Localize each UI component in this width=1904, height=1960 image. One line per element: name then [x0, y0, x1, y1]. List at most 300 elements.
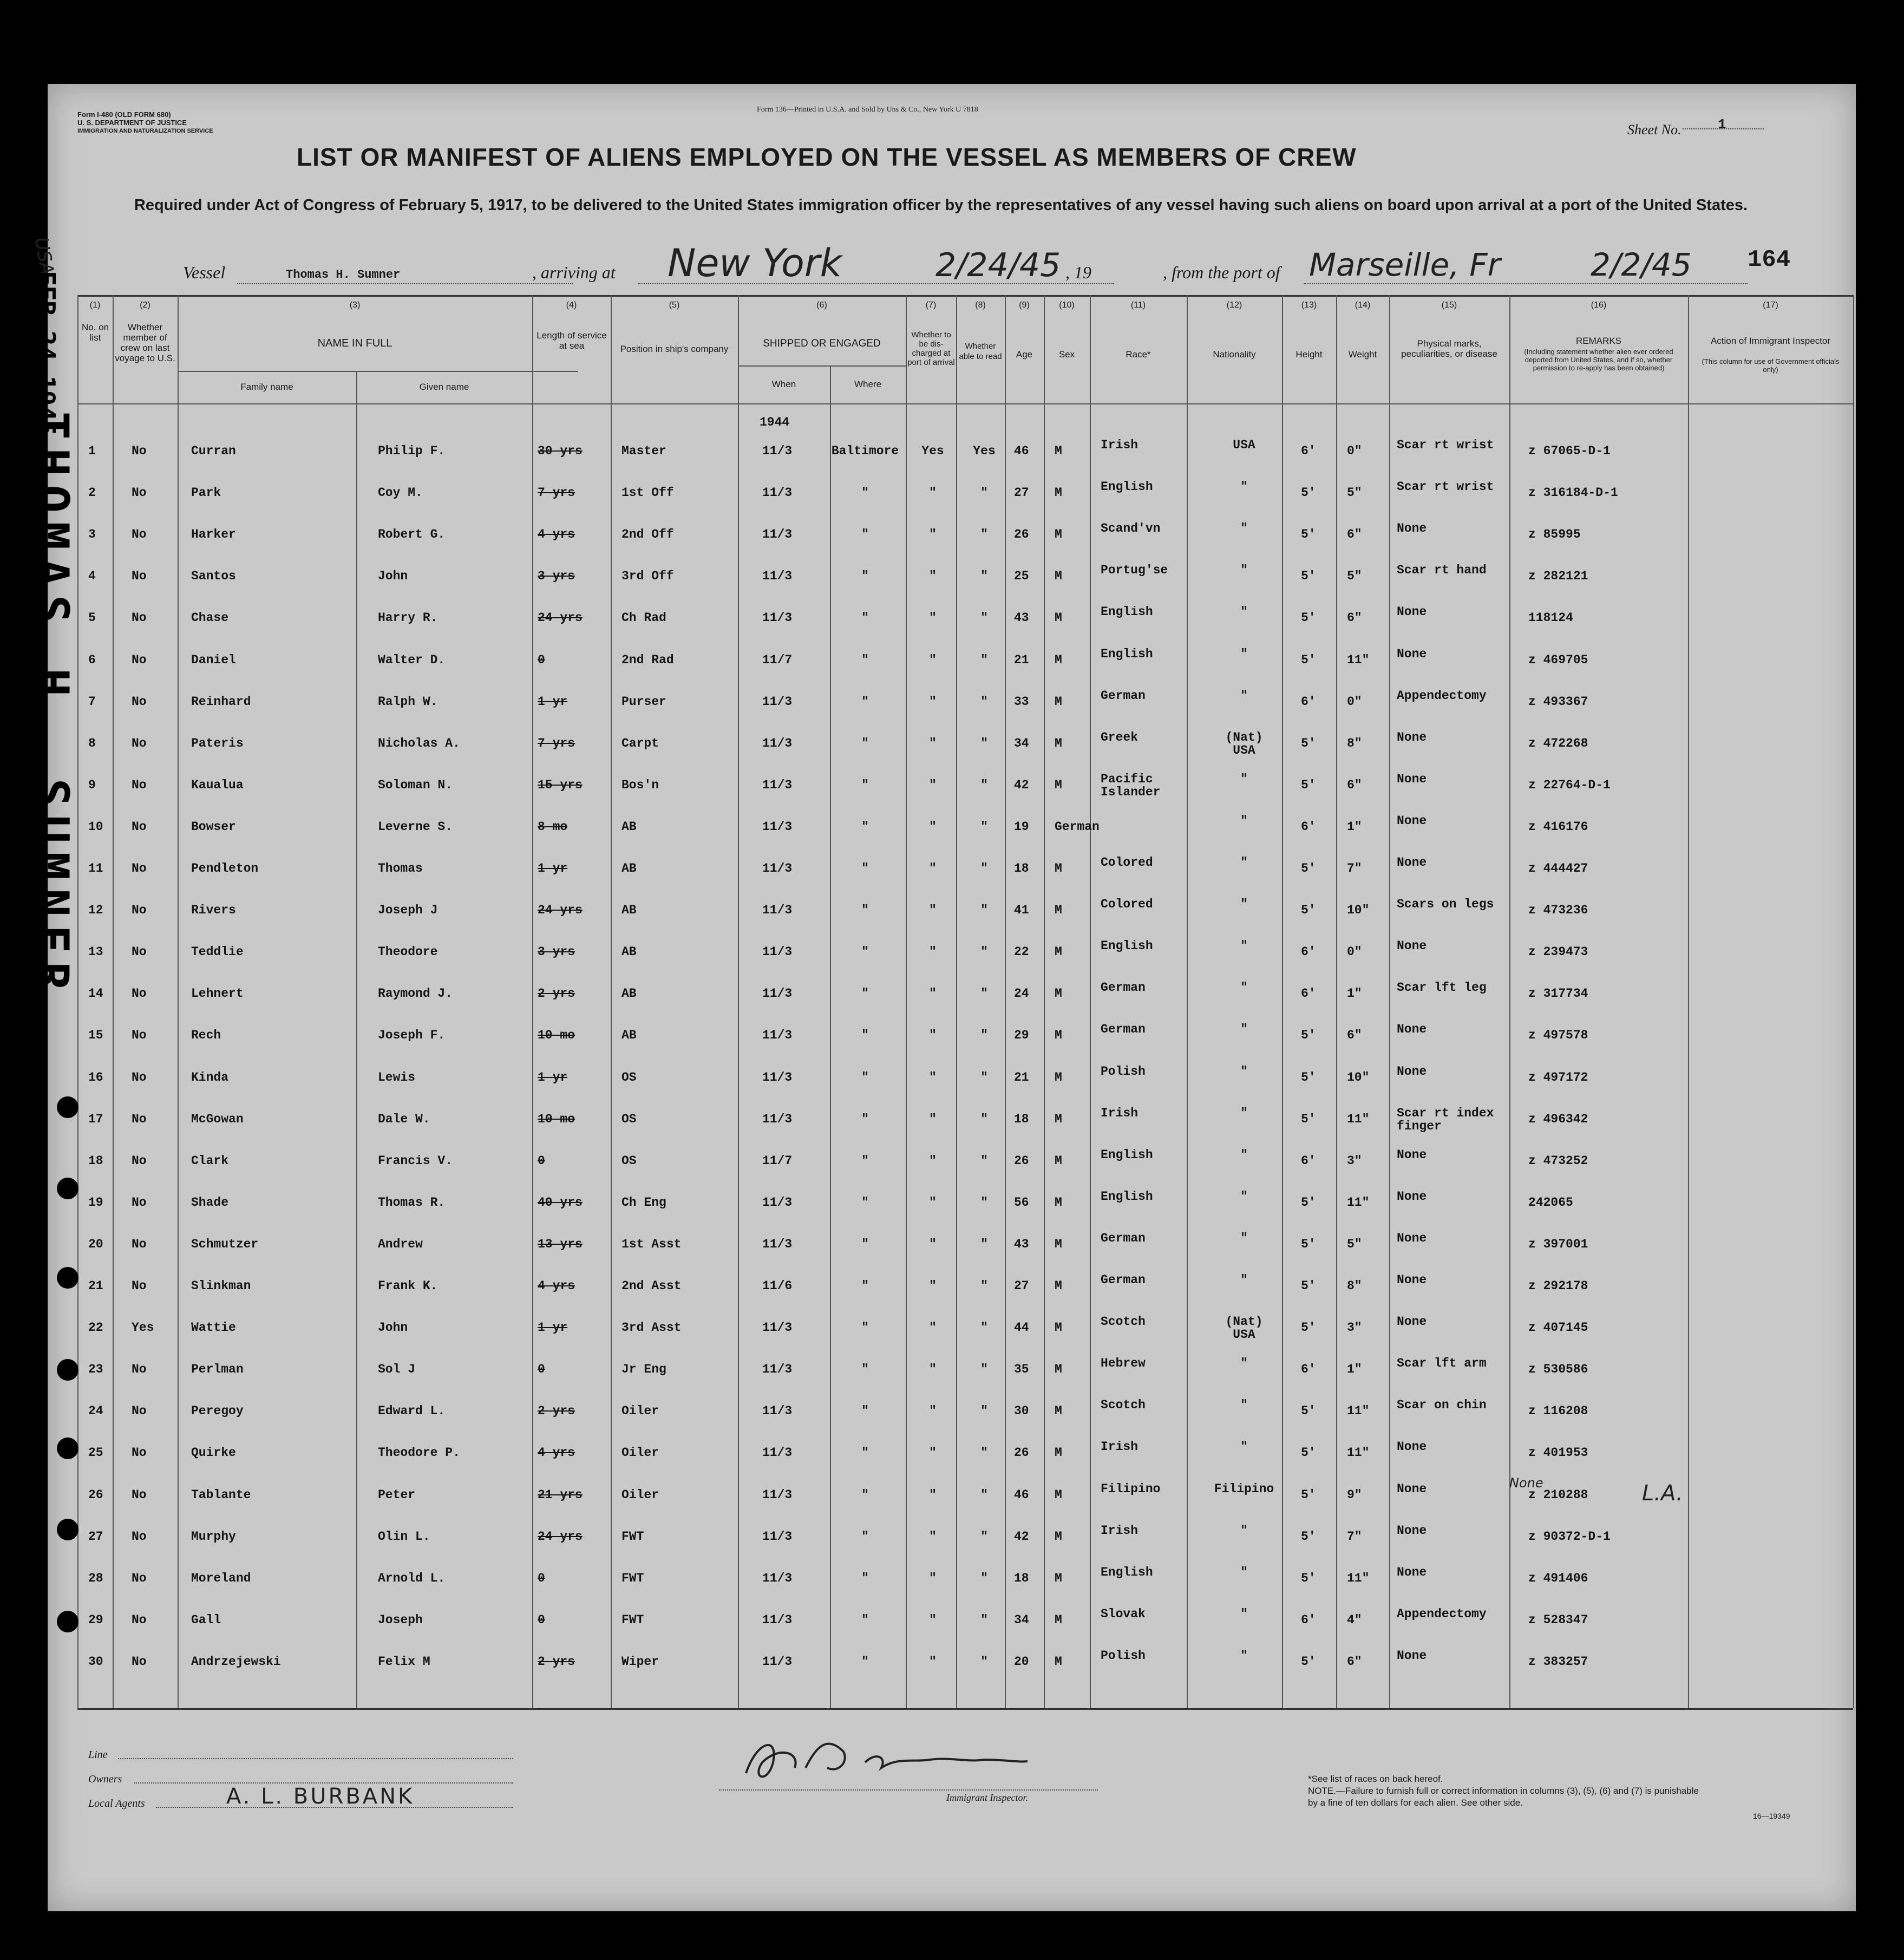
shipped-when: 11/3	[762, 819, 793, 834]
race: Portug'se	[1101, 563, 1168, 578]
colnum-17: (17)	[1763, 300, 1778, 310]
row-number: 12	[88, 903, 103, 918]
nationality: "	[1240, 480, 1248, 494]
discharged: "	[929, 1070, 937, 1084]
able-to-read: "	[980, 486, 988, 500]
shipped-when: 11/3	[762, 1070, 793, 1084]
service-length: 1 yr	[538, 1321, 568, 1335]
hdr-height: Height	[1295, 349, 1323, 360]
shipped-when: 11/3	[762, 778, 793, 792]
nationality: "	[1240, 1565, 1248, 1579]
given-name: Harry R.	[378, 611, 438, 625]
discharged: "	[929, 778, 937, 792]
row-number: 10	[88, 819, 103, 834]
colnum-3: (3)	[349, 300, 361, 310]
physical-marks: None	[1397, 730, 1427, 744]
shipped-where: "	[861, 1153, 869, 1168]
age: 42	[1014, 778, 1029, 792]
age: 24	[1014, 986, 1029, 1001]
colnum-4: (4)	[566, 300, 577, 310]
service-length: 1 yr	[538, 1070, 568, 1084]
row-number: 27	[88, 1529, 103, 1544]
given-name: Frank K.	[378, 1279, 438, 1293]
able-to-read: "	[980, 778, 988, 792]
discharged: "	[929, 652, 937, 667]
able-to-read: "	[980, 694, 988, 709]
height-inches: 5"	[1347, 486, 1362, 500]
footer-owners-label: Owners	[88, 1773, 122, 1785]
physical-marks: None	[1397, 1064, 1427, 1079]
shipped-where: "	[861, 527, 869, 542]
remarks: z 317734	[1528, 986, 1588, 1001]
family-name: Teddlie	[191, 945, 244, 959]
family-name: Bowser	[191, 819, 236, 834]
remarks: z 282121	[1528, 569, 1588, 584]
remarks: z 67065-D-1	[1528, 444, 1611, 458]
colnum-7: (7)	[925, 300, 937, 310]
given-name: Robert G.	[378, 527, 446, 542]
race: Irish	[1101, 438, 1139, 452]
punch-hole	[57, 1611, 78, 1632]
last-voyage: No	[132, 986, 147, 1001]
shipped-where: "	[861, 778, 869, 792]
hdr-no: No. on list	[81, 322, 109, 343]
service-length: 21 yrs	[538, 1487, 583, 1502]
given-name: Joseph F.	[378, 1028, 446, 1043]
row26-note: None	[1509, 1475, 1543, 1491]
sex: M	[1055, 569, 1062, 584]
position: AB	[621, 861, 637, 876]
hdr-discharged: Whether to be dis-charged at port of arrival	[907, 330, 955, 367]
last-voyage: No	[132, 652, 147, 667]
inspector-label: Immigrant Inspector.	[946, 1792, 1028, 1803]
able-to-read: "	[980, 652, 988, 667]
shipped-where: "	[861, 694, 869, 709]
physical-marks: Scar rt hand	[1397, 563, 1487, 578]
shipped-when: 11/3	[762, 736, 793, 750]
able-to-read: "	[980, 1487, 988, 1502]
physical-marks: None	[1397, 939, 1427, 953]
able-to-read: "	[980, 945, 988, 959]
shipped-when: 11/3	[762, 1321, 793, 1335]
service-length: 2 yrs	[538, 986, 575, 1001]
last-voyage: No	[132, 1112, 147, 1126]
from-port: Marseille, Fr	[1309, 246, 1501, 283]
position: Jr Eng	[621, 1362, 666, 1377]
position: 2nd Off	[621, 527, 674, 542]
shipped-where: "	[861, 1321, 869, 1335]
position: AB	[621, 819, 637, 834]
remarks: z 497578	[1528, 1028, 1588, 1043]
sex: M	[1055, 486, 1062, 500]
last-voyage: No	[132, 527, 147, 542]
nationality: "	[1240, 1106, 1248, 1120]
height-inches: 0"	[1347, 694, 1362, 709]
height-inches: 10"	[1347, 903, 1370, 918]
row-number: 14	[88, 986, 103, 1001]
discharged: "	[929, 611, 937, 625]
shipped-where: "	[861, 652, 869, 667]
position: OS	[621, 1153, 637, 1168]
discharged: "	[929, 1612, 937, 1627]
height-feet: 5'	[1301, 1529, 1316, 1544]
row-number: 28	[88, 1571, 103, 1585]
height-feet: 6'	[1301, 694, 1316, 709]
colnum-12: (12)	[1226, 300, 1242, 310]
punch-hole	[57, 1519, 78, 1540]
hdr-weight: Weight	[1348, 349, 1377, 360]
age: 18	[1014, 1112, 1029, 1126]
service-length: 0	[538, 1153, 545, 1168]
age: 34	[1014, 1612, 1029, 1627]
physical-marks: None	[1397, 1440, 1427, 1454]
race: German	[1101, 688, 1146, 703]
last-voyage: No	[132, 569, 147, 584]
able-to-read: "	[980, 1612, 988, 1627]
height-feet: 5'	[1301, 1321, 1316, 1335]
remarks: z 496342	[1528, 1112, 1588, 1126]
remarks: z 497172	[1528, 1070, 1588, 1084]
hdr-nationality: Nationality	[1213, 349, 1256, 360]
last-voyage: No	[132, 945, 147, 959]
row-number: 9	[88, 778, 96, 792]
height-inches: 6"	[1347, 527, 1362, 542]
position: 1st Asst	[621, 1237, 682, 1251]
footer-agents-label: Local Agents	[88, 1798, 145, 1809]
hdr-position: Position in ship's company	[620, 344, 729, 354]
position: Ch Eng	[621, 1195, 666, 1210]
service-length: 40 yrs	[538, 1195, 583, 1210]
discharged: "	[929, 1529, 937, 1544]
physical-marks: None	[1397, 855, 1427, 870]
position: Oiler	[621, 1487, 659, 1502]
physical-marks: None	[1397, 1273, 1427, 1287]
age: 30	[1014, 1404, 1029, 1419]
nationality: "	[1240, 605, 1248, 619]
shipped-when: 11/3	[762, 1028, 793, 1043]
remarks: z 444427	[1528, 861, 1588, 876]
height-feet: 5'	[1301, 1279, 1316, 1293]
last-voyage: No	[132, 1654, 147, 1669]
physical-marks: None	[1397, 646, 1427, 661]
physical-marks: None	[1397, 1147, 1427, 1162]
shipped-where: "	[861, 1571, 869, 1585]
able-to-read: "	[980, 1237, 988, 1251]
age: 20	[1014, 1654, 1029, 1669]
service-length: 10 mo	[538, 1028, 575, 1043]
shipped-when: 11/3	[762, 569, 793, 584]
remarks: z 472268	[1528, 736, 1588, 750]
last-voyage: No	[132, 611, 147, 625]
age: 43	[1014, 611, 1029, 625]
discharged: "	[929, 1487, 937, 1502]
form-id: Form I-480 (OLD FORM 680)	[77, 110, 171, 119]
given-name: Peter	[378, 1487, 416, 1502]
service-length: 8 mo	[538, 819, 568, 834]
family-name: Rech	[191, 1028, 221, 1043]
height-feet: 6'	[1301, 945, 1316, 959]
age: 18	[1014, 1571, 1029, 1585]
shipped-when: 11/3	[762, 527, 793, 542]
position: Carpt	[621, 736, 659, 750]
age: 22	[1014, 945, 1029, 959]
last-voyage: No	[132, 1028, 147, 1043]
position: 1st Off	[621, 486, 674, 500]
race: Polish	[1101, 1648, 1146, 1663]
last-voyage: No	[132, 1404, 147, 1419]
row-number: 3	[88, 527, 96, 542]
discharged: Yes	[921, 444, 944, 458]
given-name: Leverne S.	[378, 819, 453, 834]
family-name: Schmutzer	[191, 1237, 259, 1251]
row-number: 22	[88, 1321, 103, 1335]
discharged: "	[929, 527, 937, 542]
height-inches: 6"	[1347, 611, 1362, 625]
shipped-when: 11/3	[762, 1362, 793, 1377]
discharged: "	[929, 1237, 937, 1251]
sex: M	[1055, 1487, 1062, 1502]
able-to-read: "	[980, 569, 988, 584]
age: 29	[1014, 1028, 1029, 1043]
given-name: Walter D.	[378, 652, 446, 667]
age: 41	[1014, 903, 1029, 918]
sex: M	[1055, 1571, 1062, 1585]
height-inches: 1"	[1347, 819, 1362, 834]
age: 33	[1014, 694, 1029, 709]
discharged: "	[929, 861, 937, 876]
given-name: John	[378, 1321, 408, 1335]
height-inches: 11"	[1347, 1404, 1370, 1419]
last-voyage: No	[132, 903, 147, 918]
row-number: 4	[88, 569, 96, 584]
race: English	[1101, 939, 1153, 953]
hdr-action-note: (This column for use of Government officials only)	[1702, 357, 1840, 374]
remarks: z 469705	[1528, 652, 1588, 667]
height-inches: 3"	[1347, 1321, 1362, 1335]
family-name: Daniel	[191, 652, 236, 667]
able-to-read: "	[980, 1279, 988, 1293]
remarks: z 316184-D-1	[1528, 486, 1618, 500]
row-number: 13	[88, 945, 103, 959]
physical-marks: None	[1397, 521, 1427, 536]
height-feet: 5'	[1301, 1404, 1316, 1419]
position: Ch Rad	[621, 611, 666, 625]
given-name: Joseph J	[378, 903, 438, 918]
remarks: z 493367	[1528, 694, 1588, 709]
discharged: "	[929, 1404, 937, 1419]
height-inches: 1"	[1347, 986, 1362, 1001]
given-name: Ralph W.	[378, 694, 438, 709]
remarks: z 407145	[1528, 1321, 1588, 1335]
colnum-5: (5)	[669, 300, 680, 310]
row-number: 15	[88, 1028, 103, 1043]
race: English	[1101, 605, 1153, 619]
form-code: 16—19349	[1753, 1812, 1790, 1820]
sex: M	[1055, 1028, 1062, 1043]
physical-marks: Scar rt wrist	[1397, 480, 1494, 494]
physical-marks: None	[1397, 772, 1427, 786]
shipped-where: "	[861, 569, 869, 584]
colnum-2: (2)	[140, 300, 151, 310]
nationality: "	[1240, 981, 1248, 995]
height-feet: 5'	[1301, 736, 1316, 750]
able-to-read: "	[980, 1654, 988, 1669]
able-to-read: "	[980, 986, 988, 1001]
shipped-where: "	[861, 1279, 869, 1293]
sex: M	[1055, 1112, 1062, 1126]
nationality: "	[1240, 1440, 1248, 1454]
discharged: "	[929, 1362, 937, 1377]
sex: M	[1055, 736, 1062, 750]
shipped-when: 11/6	[762, 1279, 793, 1293]
colnum-1: (1)	[89, 300, 101, 310]
position: OS	[621, 1112, 637, 1126]
year-label: , 19	[1065, 263, 1091, 282]
height-inches: 0"	[1347, 444, 1362, 458]
sex: German	[1055, 819, 1100, 834]
height-feet: 5'	[1301, 486, 1316, 500]
sex: M	[1055, 1237, 1062, 1251]
race: Hebrew	[1101, 1356, 1146, 1371]
physical-marks: None	[1397, 1022, 1427, 1037]
shipped-when: 11/3	[762, 1112, 793, 1126]
sex: M	[1055, 652, 1062, 667]
remarks: z 473236	[1528, 903, 1588, 918]
nationality: "	[1240, 1064, 1248, 1079]
hdr-sex: Sex	[1058, 349, 1075, 360]
last-voyage: No	[132, 1070, 147, 1084]
sex: M	[1055, 778, 1062, 792]
age: 25	[1014, 569, 1029, 584]
race: Filipino	[1101, 1481, 1161, 1496]
hdr-length-service: Length of service at sea	[536, 330, 607, 351]
height-inches: 7"	[1347, 1529, 1362, 1544]
physical-marks: None	[1397, 1523, 1427, 1538]
remarks: 118124	[1528, 611, 1573, 625]
service-length: 4 yrs	[538, 1279, 575, 1293]
row-number: 29	[88, 1612, 103, 1627]
able-to-read: "	[980, 1571, 988, 1585]
able-to-read: "	[980, 861, 988, 876]
row-number: 5	[88, 611, 96, 625]
position: Oiler	[621, 1404, 659, 1419]
page-title: LIST OR MANIFEST OF ALIENS EMPLOYED ON THE VESSEL AS MEMBERS OF CREW	[297, 143, 1357, 171]
shipped-when: 11/3	[762, 1446, 793, 1460]
family-name: Kinda	[191, 1070, 229, 1084]
given-name: Theodore P.	[378, 1446, 460, 1460]
able-to-read: "	[980, 611, 988, 625]
nationality: "	[1240, 1356, 1248, 1371]
sex: M	[1055, 1153, 1062, 1168]
height-feet: 5'	[1301, 1654, 1316, 1669]
physical-marks: None	[1397, 1648, 1427, 1663]
height-feet: 5'	[1301, 611, 1316, 625]
colnum-9: (9)	[1019, 300, 1030, 310]
physical-marks: Scars on legs	[1397, 897, 1494, 912]
race: Polish	[1101, 1064, 1146, 1079]
remarks: z 85995	[1528, 527, 1581, 542]
race: Scotch	[1101, 1398, 1146, 1413]
footer-line-label: Line	[88, 1749, 108, 1761]
family-name: Pendleton	[191, 861, 259, 876]
shipped-when: 11/3	[762, 861, 793, 876]
able-to-read: "	[980, 1028, 988, 1043]
race: Scotch	[1101, 1315, 1146, 1329]
height-feet: 6'	[1301, 444, 1316, 458]
last-voyage: No	[132, 1571, 147, 1585]
race: Slovak	[1101, 1606, 1146, 1621]
height-feet: 6'	[1301, 986, 1316, 1001]
race: English	[1101, 1189, 1153, 1204]
shipped-where: "	[861, 945, 869, 959]
height-feet: 5'	[1301, 1070, 1316, 1084]
position: FWT	[621, 1612, 644, 1627]
position: 3rd Asst	[621, 1321, 682, 1335]
nationality: (Nat) USA	[1225, 1315, 1263, 1342]
hdr-able-read: Whether able to read	[959, 342, 1002, 361]
remarks: z 528347	[1528, 1612, 1588, 1627]
nationality: "	[1240, 1648, 1248, 1663]
able-to-read: "	[980, 1446, 988, 1460]
last-voyage: No	[132, 1279, 147, 1293]
given-name: Thomas R.	[378, 1195, 446, 1210]
service-length: 2 yrs	[538, 1654, 575, 1669]
arrival-date: 2/24/45	[935, 246, 1061, 284]
height-feet: 5'	[1301, 1237, 1316, 1251]
age: 26	[1014, 1446, 1029, 1460]
family-name: Andrzejewski	[191, 1654, 281, 1669]
colnum-11: (11)	[1130, 300, 1146, 310]
hdr-family-name: Family name	[240, 382, 293, 392]
nationality: "	[1240, 855, 1248, 870]
height-inches: 6"	[1347, 778, 1362, 792]
given-name: John	[378, 569, 408, 584]
punch-hole	[57, 1096, 78, 1118]
vessel-label: Vessel	[183, 263, 226, 282]
height-feet: 6'	[1301, 1153, 1316, 1168]
local-agent-name: A. L. BURBANK	[226, 1784, 415, 1809]
height-inches: 6"	[1347, 1028, 1362, 1043]
remarks: z 397001	[1528, 1237, 1588, 1251]
race: Pacific Islander	[1101, 772, 1161, 799]
age: 27	[1014, 486, 1029, 500]
page-number: 164	[1748, 246, 1791, 273]
remarks: z 401953	[1528, 1446, 1588, 1460]
shipped-when: 11/3	[762, 1195, 793, 1210]
last-voyage: Yes	[132, 1321, 154, 1335]
given-name: Francis V.	[378, 1153, 453, 1168]
physical-marks: Scar rt wrist	[1397, 438, 1494, 452]
able-to-read: "	[980, 1070, 988, 1084]
sex: M	[1055, 694, 1062, 709]
family-name: Reinhard	[191, 694, 251, 709]
discharged: "	[929, 1571, 937, 1585]
position: AB	[621, 945, 637, 959]
sex: M	[1055, 986, 1062, 1001]
height-feet: 5'	[1301, 652, 1316, 667]
hdr-remarks-note: (Including statement whether alien ever ordered deported from United States, and if so, whether permission to re-apply has been obtained)	[1524, 348, 1673, 372]
race: Irish	[1101, 1106, 1139, 1120]
discharged: "	[929, 1321, 937, 1335]
remarks: z 22764-D-1	[1528, 778, 1611, 792]
height-inches: 11"	[1347, 1112, 1370, 1126]
shipped-when: 11/3	[762, 945, 793, 959]
age: 46	[1014, 444, 1029, 458]
last-voyage: No	[132, 1529, 147, 1544]
height-inches: 3"	[1347, 1153, 1362, 1168]
age: 26	[1014, 1153, 1029, 1168]
physical-marks: None	[1397, 1565, 1427, 1579]
